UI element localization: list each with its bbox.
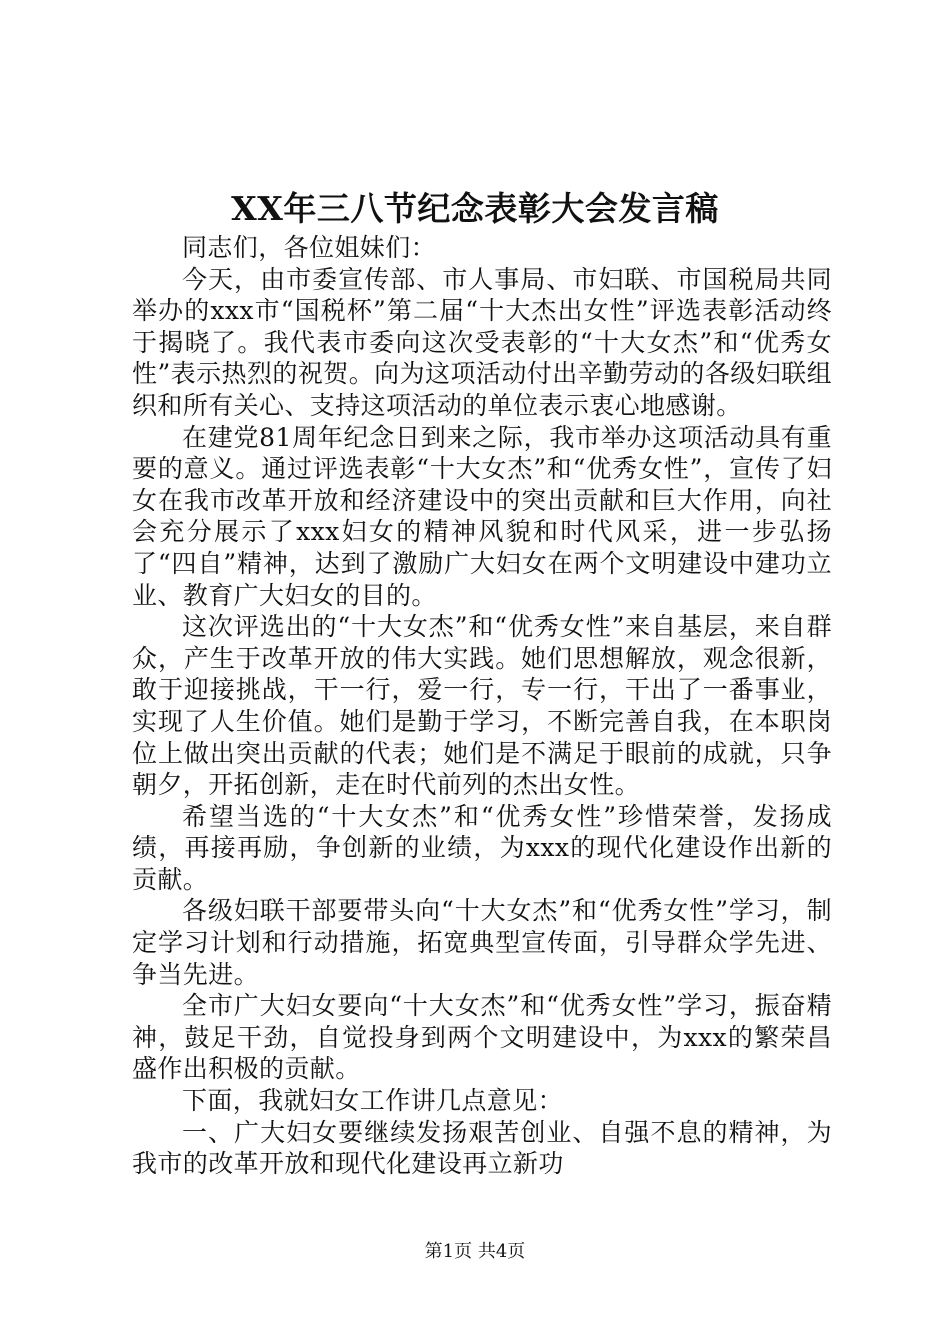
paragraph-7: 下面，我就妇女工作讲几点意见： <box>182 1086 564 1116</box>
paragraph-2: 在建党81周年纪念日到来之际，我市举办这项活动具有重要的意义。通过评选表彰“十大女杰”和“优秀女性”，宣传了妇女在我市改革开放和经济建设中的突出贡献和巨大作用，向社会充分展示了xxx妇女的精神风貌和时代风采，进一步弘扬了“四自”精神，达到了激励广大妇女在两个文明建设中建功立业、教育广大妇女的目的。 <box>132 422 832 610</box>
paragraph-8: 一、广大妇女要继续发扬艰苦创业、自强不息的精神，为我市的改革开放和现代化建设再立新功 <box>132 1117 832 1179</box>
paragraph-6: 全市广大妇女要向“十大女杰”和“优秀女性”学习，振奋精神，鼓足干劲，自觉投身到两个文明建设中，为xxx的繁荣昌盛作出积极的贡献。 <box>132 991 832 1084</box>
document-title: XX年三八节纪念表彰大会发言稿 <box>231 189 719 228</box>
paragraph-3: 这次评选出的“十大女杰”和“优秀女性”来自基层，来自群众，产生于改革开放的伟大实践。她们思想解放，观念很新，敢于迎接挑战，干一行，爱一行，专一行，干出了一番事业，实现了人生价值。她们是勤于学习，不断完善自我，在本职岗位上做出突出贡献的代表；她们是不满足于眼前的成就，只争朝夕，开拓创新，走在时代前列的杰出女性。 <box>132 612 832 800</box>
paragraph-salutation: 同志们，各位姐妹们： <box>182 233 437 262</box>
paragraph-5: 各级妇联干部要带头向“十大女杰”和“优秀女性”学习，制定学习计划和行动措施，拓宽典型宣传面，引导群众学先进、争当先进。 <box>132 896 832 989</box>
paragraph-1: 今天，由市委宣传部、市人事局、市妇联、市国税局共同举办的xxx市“国税杯”第二届“十大杰出女性”评选表彰活动终于揭晓了。我代表市委向这次受表彰的“十大女杰”和“优秀女性”表示热烈的祝贺。向为这项活动付出辛勤劳动的各级妇联组织和所有关心、支持这项活动的单位表示衷心地感谢。 <box>132 264 832 420</box>
document-body <box>132 232 832 1180</box>
page-number-footer: 第1页 共4页 <box>424 1241 526 1262</box>
paragraph-4: 希望当选的“十大女杰”和“优秀女性”珍惜荣誉，发扬成绩，再接再励，争创新的业绩，为xxx的现代化建设作出新的贡献。 <box>132 801 832 894</box>
